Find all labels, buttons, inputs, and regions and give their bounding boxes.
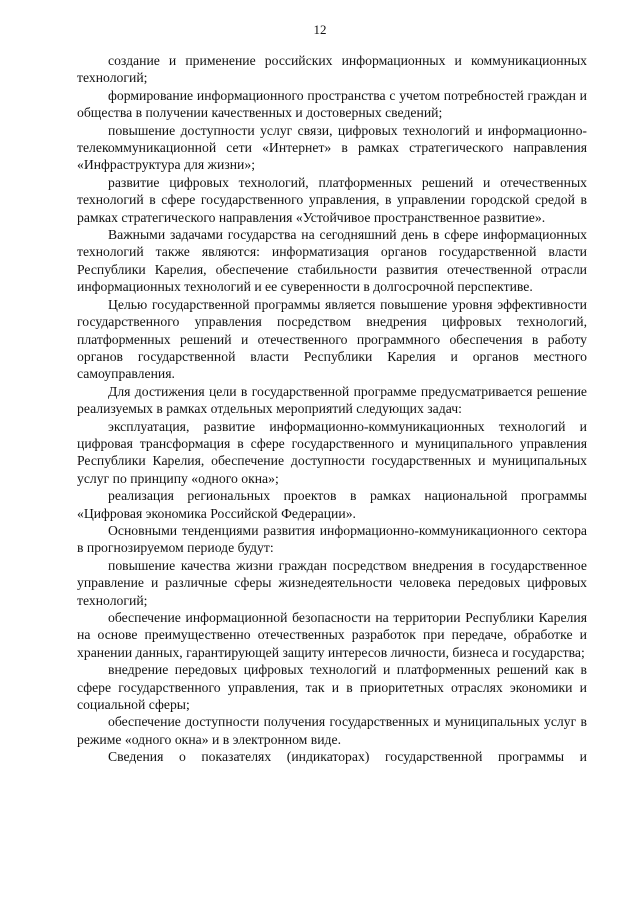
- paragraph: эксплуатация, развитие информационно-коммуникационных технологий и цифровая трансформация в сфере государственного и муниципального управления Республики Карелия, обеспечение доступности государственных и муниципальных услуг по принципу «одного окна»;: [77, 418, 587, 486]
- paragraph: формирование информационного пространства с учетом потребностей граждан и общества в получении качественных и достоверных сведений;: [77, 87, 587, 121]
- paragraph: обеспечение доступности получения государственных и муниципальных услуг в режиме «одного окна» и в электронном виде.: [77, 714, 587, 747]
- paragraph: Важными задачами государства на сегодняшний день в сфере информационных технологий также являются: информатизация органов государственной власти Республики Карелия, обеспечение стабильности развития отечественной отрасли информационных технологий и ее суверенности в долгосрочной перспективе.: [77, 227, 587, 295]
- paragraph: Целью государственной программы является повышение уровня эффективности государственного управления посредством внедрения цифровых технологий, платформенных решений и отечественного программного обеспечения в работу органов государственной власти Республики Карелия и органов местного самоуправления.: [77, 296, 587, 382]
- paragraph: создание и применение российских информационных и коммуникационных технологий;: [77, 53, 587, 86]
- paragraph: внедрение передовых цифровых технологий и платформенных решений как в сфере государственного управления, так и в приоритетных отраслях экономики и социальной сферы;: [77, 662, 587, 713]
- paragraph: реализация региональных проектов в рамках национальной программы «Цифровая экономика Российской Федерации».: [77, 488, 587, 521]
- paragraph: Основными тенденциями развития информационно-коммуникационного сектора в прогнозируемом периоде будут:: [77, 522, 587, 556]
- document-body: [77, 52, 587, 766]
- paragraph: повышение доступности услуг связи, цифровых технологий и информационно-телекоммуникационной сети «Интернет» в рамках стратегического направления «Инфраструктура для жизни»;: [77, 122, 587, 173]
- paragraph: повышение качества жизни граждан посредством внедрения в государственное управление и различные сферы жизнедеятельности человека передовых цифровых технологий;: [77, 557, 587, 608]
- paragraph: развитие цифровых технологий, платформенных решений и отечественных технологий в сфере государственного управления, в управлении городской средой в рамках стратегического направления «Устойчивое пространственное развитие».: [77, 174, 587, 225]
- paragraph: Для достижения цели в государственной программе предусматривается решение реализуемых в рамках отдельных мероприятий следующих задач:: [77, 383, 587, 417]
- page-number: 12: [313, 22, 327, 37]
- paragraph: Сведения о показателях (индикаторах) государственной программы и: [108, 749, 587, 765]
- paragraph: обеспечение информационной безопасности на территории Республики Карелия на основе преимущественно отечественных разработок при передаче, обработке и хранении данных, гарантирующей защиту интересов личности, бизнеса и государства;: [77, 610, 587, 660]
